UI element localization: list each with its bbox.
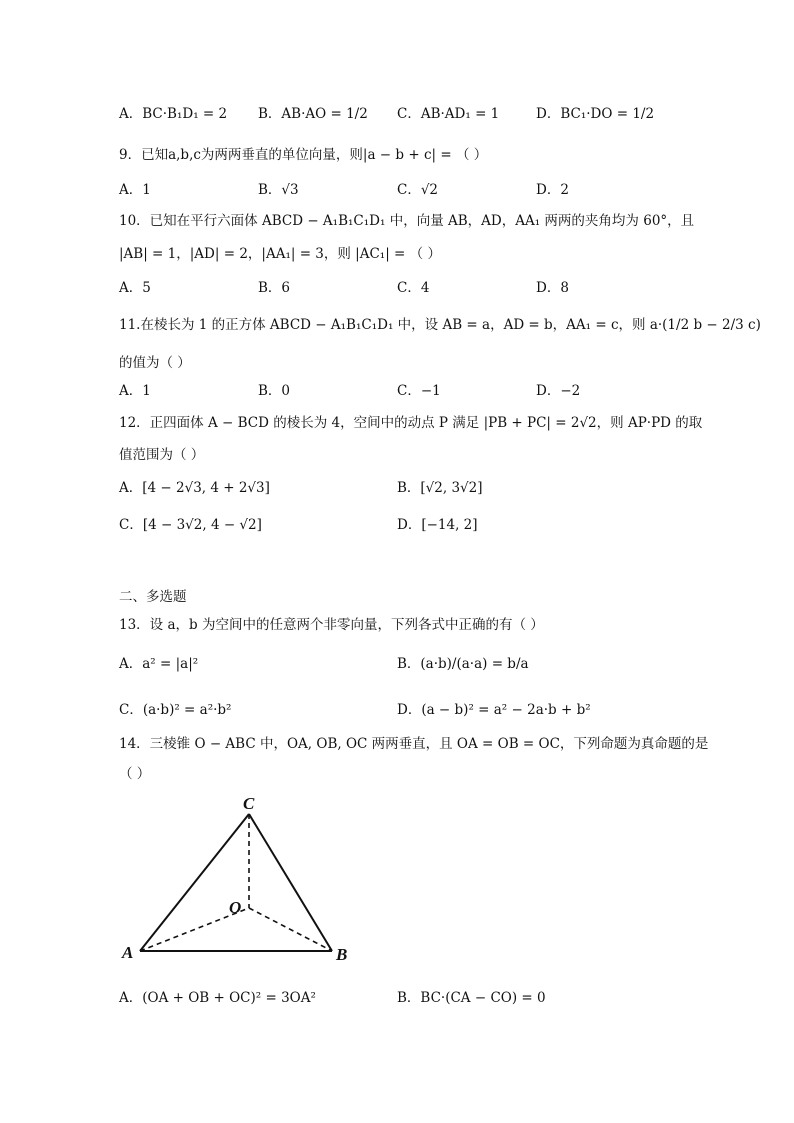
q9-option-c: C．√2 — [397, 182, 439, 198]
q10-option-b: B．6 — [258, 280, 291, 296]
q13-option-c: C．(a·b)² = a²·b² — [119, 702, 232, 718]
q8-option-a: A．BC·B₁D₁ = 2 — [119, 106, 228, 122]
q9-option-b: B．√3 — [258, 182, 299, 198]
q11-stem-line2: 的值为（ ） — [119, 355, 191, 371]
tetrahedron-figure — [115, 790, 365, 970]
q11-stem-line1: 11.在棱长为 1 的正方体 ABCD − A₁B₁C₁D₁ 中，设 AB = a，AD = b，AA₁ = c，则 a·(1/2 b − 2/3 c) — [119, 317, 761, 333]
q9-option-a: A．1 — [119, 182, 151, 198]
q10-option-d: D．8 — [536, 280, 569, 296]
vertex-label-b: B — [336, 945, 348, 964]
vertex-label-a: A — [122, 943, 134, 962]
q8-option-c: C．AB·AD₁ = 1 — [397, 106, 500, 122]
q13-option-b: B．(a·b)/(a·a) = b/a — [397, 656, 529, 672]
q9-option-d: D．2 — [536, 182, 569, 198]
q12-option-c: C．[4 − 3√2, 4 − √2] — [119, 517, 262, 533]
q13-stem: 13．设 a，b 为空间中的任意两个非零向量，下列各式中正确的有（ ） — [119, 617, 544, 633]
q14-option-b: B．BC·(CA − CO) = 0 — [397, 990, 546, 1006]
vertex-label-c: C — [243, 794, 255, 813]
q8-option-d: D．BC₁·DO = 1/2 — [536, 106, 655, 122]
edge-cb — [249, 814, 332, 951]
q11-option-a: A．1 — [119, 383, 151, 399]
q11-option-c: C．−1 — [397, 383, 441, 399]
section-heading-multiple-choice: 二、多选题 — [119, 589, 187, 605]
q11-option-b: B．0 — [258, 383, 291, 399]
q14-stem-line2: （ ） — [119, 766, 151, 782]
q12-option-d: D．[−14, 2] — [397, 517, 478, 533]
q10-option-a: A．5 — [119, 280, 151, 296]
q14-stem-line1: 14．三棱锥 O − ABC 中，OA, OB, OC 两两垂直，且 OA = OB = OC，下列命题为真命题的是 — [119, 736, 709, 752]
vertex-label-o: O — [229, 898, 242, 917]
q10-stem-line1: 10．已知在平行六面体 ABCD − A₁B₁C₁D₁ 中，向量 AB，AD，AA₁ 两两的夹角均为 60°，且 — [119, 213, 695, 229]
q10-option-c: C．4 — [397, 280, 430, 296]
q12-option-a: A．[4 − 2√3, 4 + 2√3] — [119, 480, 270, 496]
q13-option-a: A．a² = |a|² — [119, 656, 199, 672]
q12-option-b: B．[√2, 3√2] — [397, 480, 483, 496]
q12-stem-line1: 12．正四面体 A − BCD 的棱长为 4，空间中的动点 P 满足 |PB + PC| = 2√2，则 AP·PD 的取 — [119, 415, 703, 431]
q14-option-a: A．(OA + OB + OC)² = 3OA² — [119, 990, 316, 1006]
q9-stem: 9．已知a,b,c为两两垂直的单位向量，则|a − b + c| = （ ） — [119, 147, 488, 163]
q12-stem-line2: 值范围为（ ） — [119, 447, 205, 463]
q10-stem-line2: |AB| = 1，|AD| = 2，|AA₁| = 3，则 |AC₁| = （ ） — [119, 246, 441, 262]
q11-option-d: D．−2 — [536, 383, 581, 399]
q13-option-d: D．(a − b)² = a² − 2a·b + b² — [397, 702, 591, 718]
q8-option-b: B．AB·AO = 1/2 — [258, 106, 368, 122]
edge-ac — [140, 814, 249, 951]
